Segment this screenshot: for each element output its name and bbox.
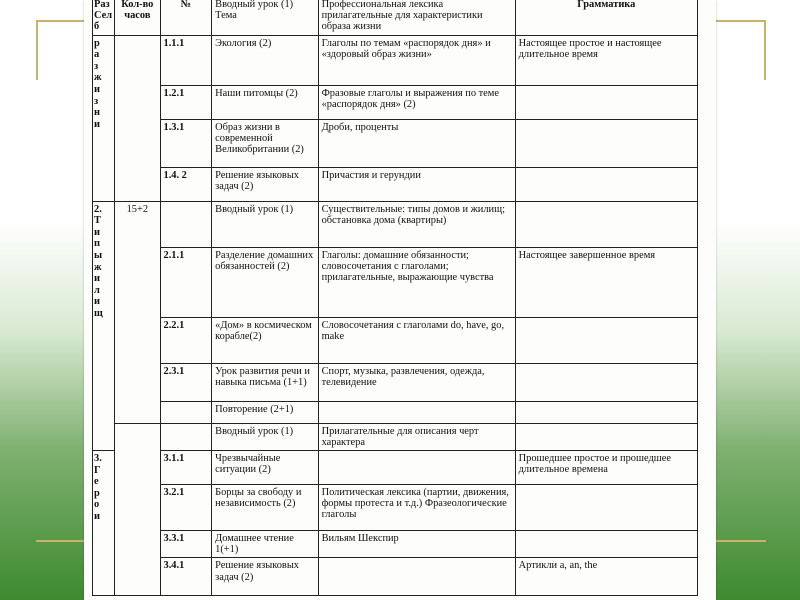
header-lexis: Профессиональная лексика прилагательные для характеристики образа жизни <box>318 0 515 35</box>
row-lexis: Фразовые глаголы и выражения по теме «распорядок дня» (2) <box>318 85 515 119</box>
row-number: 2.1.1 <box>160 247 212 317</box>
row-lexis: Глаголы: домашние обязанности; словосочетания с глаголами; прилагательные, выражающие чувства <box>318 247 515 317</box>
row-lexis: Прилагательные для описания черт характера <box>318 423 515 450</box>
row-topic: Урок развития речи и навыка письма (1+1) <box>212 363 318 401</box>
row-topic: Повторение (2+1) <box>212 401 318 423</box>
row-grammar <box>515 531 697 558</box>
section-hours <box>115 35 160 201</box>
table-row <box>93 119 698 167</box>
row-number: 2.2.1 <box>160 317 212 363</box>
row-grammar <box>515 119 697 167</box>
row-number: 2.3.1 <box>160 363 212 401</box>
decor-line-left <box>36 20 38 80</box>
table-row <box>93 531 698 558</box>
row-topic: Разделение домашних обязанностей (2) <box>212 247 318 317</box>
row-grammar <box>515 317 697 363</box>
decor-line-right <box>764 20 766 80</box>
row-topic: Наши питомцы (2) <box>212 85 318 119</box>
row-number: 1.4. 2 <box>160 167 212 201</box>
section-label: р а з ж и з н и <box>93 35 115 201</box>
table-row <box>93 201 698 247</box>
header-number: № <box>160 0 212 35</box>
row-grammar: Прошедшее простое и прошедшее длительное времена <box>515 451 697 485</box>
row-lexis: Спорт, музыка, развлечения, одежда, телевидение <box>318 363 515 401</box>
row-grammar <box>515 201 697 247</box>
row-number: 1.2.1 <box>160 85 212 119</box>
row-topic: Решение языковых задач (2) <box>212 167 318 201</box>
row-topic: Вводный урок (1) <box>212 201 318 247</box>
row-number <box>160 423 212 450</box>
table-row <box>93 85 698 119</box>
row-number <box>160 201 212 247</box>
document-page <box>84 0 716 600</box>
table-row <box>93 451 698 485</box>
row-number: 3.2.1 <box>160 485 212 531</box>
row-lexis: Вильям Шекспир <box>318 531 515 558</box>
table-row <box>93 423 698 450</box>
row-number <box>160 401 212 423</box>
row-grammar: Артикли a, an, the <box>515 558 697 596</box>
table-row <box>93 317 698 363</box>
row-grammar <box>515 423 697 450</box>
row-lexis: Причастия и герундии <box>318 167 515 201</box>
row-grammar <box>515 401 697 423</box>
row-topic: «Дом» в космическом корабле(2) <box>212 317 318 363</box>
row-lexis: Словосочетания с глаголами do, have, go, make <box>318 317 515 363</box>
row-number: 3.4.1 <box>160 558 212 596</box>
row-lexis: Существительные: типы домов и жилищ; обстановка дома (квартиры) <box>318 201 515 247</box>
row-topic: Борцы за свободу и независимость (2) <box>212 485 318 531</box>
section-label: 3. Г е р о и <box>93 451 115 596</box>
row-lexis: Глаголы по темам «распорядок дня» и «здоровый образ жизни» <box>318 35 515 85</box>
row-topic: Экология (2) <box>212 35 318 85</box>
row-grammar <box>515 363 697 401</box>
row-grammar <box>515 485 697 531</box>
row-lexis: Политическая лексика (партии, движения, формы протеста и т.д.) Фразеологические глаголы <box>318 485 515 531</box>
header-section: Раз Сел б <box>93 0 115 35</box>
header-topic: Вводный урок (1) Тема <box>212 0 318 35</box>
table-row <box>93 485 698 531</box>
row-number: 3.1.1 <box>160 451 212 485</box>
section-label: 2. Т и п ы ж и л и щ <box>93 201 115 450</box>
curriculum-table <box>92 0 698 596</box>
table-row <box>93 35 698 85</box>
row-number: 1.1.1 <box>160 35 212 85</box>
row-number: 1.3.1 <box>160 119 212 167</box>
row-topic: Чрезвычайные ситуации (2) <box>212 451 318 485</box>
row-lexis <box>318 401 515 423</box>
table-row <box>93 167 698 201</box>
header-row <box>93 0 698 35</box>
row-lexis <box>318 558 515 596</box>
row-grammar: Настоящее завершенное время <box>515 247 697 317</box>
header-grammar: Грамматика <box>515 0 697 35</box>
section-hours: 15+2 <box>115 201 160 423</box>
section-hours <box>115 423 160 596</box>
row-grammar <box>515 85 697 119</box>
row-lexis: Дроби, проценты <box>318 119 515 167</box>
header-hours: Кол-во часов <box>115 0 160 35</box>
row-grammar: Настоящее простое и настоящее длительное время <box>515 35 697 85</box>
row-lexis <box>318 451 515 485</box>
row-topic: Решение языковых задач (2) <box>212 558 318 596</box>
table-row <box>93 558 698 596</box>
row-grammar <box>515 167 697 201</box>
table-row <box>93 401 698 423</box>
table-row <box>93 363 698 401</box>
row-topic: Домашнее чтение 1(+1) <box>212 531 318 558</box>
row-number: 3.3.1 <box>160 531 212 558</box>
row-topic: Образ жизни в современной Великобритании (2) <box>212 119 318 167</box>
row-topic: Вводный урок (1) <box>212 423 318 450</box>
table-row <box>93 247 698 317</box>
